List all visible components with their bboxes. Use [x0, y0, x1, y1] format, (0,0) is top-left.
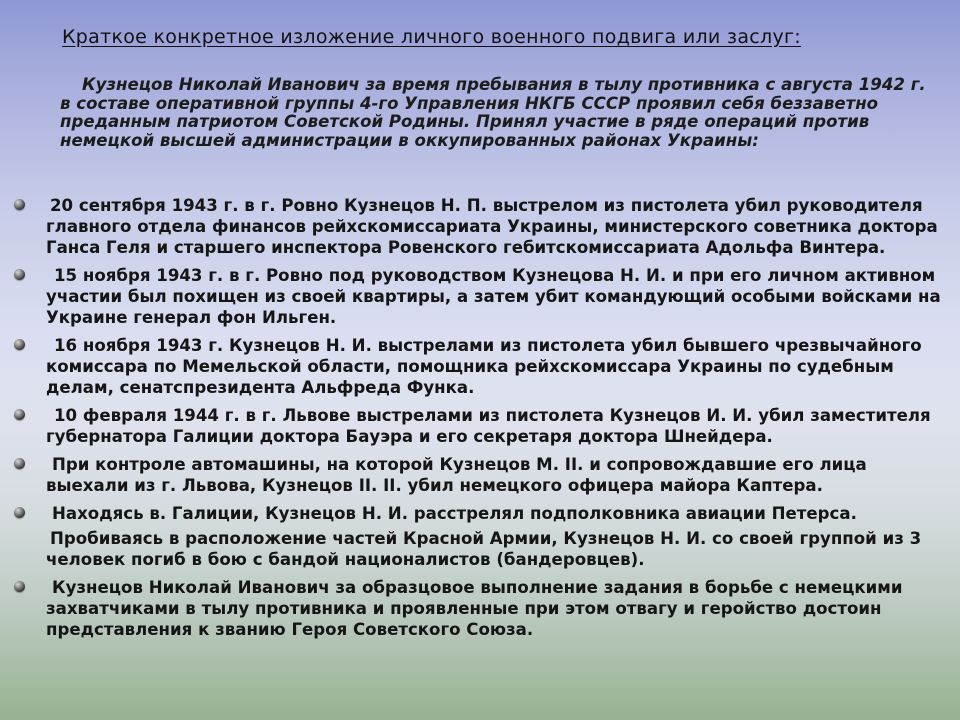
list-item	[14, 454, 944, 496]
list-item-text: 20 сентября 1943 г. в г. Ровно Кузнецов Н. П. выстрелом из пистолета убил руководителя главного отдела финансов рейхскомиссариата Украины, министерского советника доктора Ганса Геля и старшего инспектора Ровенского гебитскомиссариата Адольфа Винтера.	[46, 196, 938, 257]
list-item-text: При контроле автомашины, на которой Кузнецов М. II. и сопровождавшие его лица выехали из г. Львова, Кузнецов II. II. убил немецкого офицера майора Каптера.	[46, 455, 867, 495]
bullet-icon	[14, 507, 25, 518]
list-item	[14, 195, 944, 258]
list-item-text: Пробиваясь в расположение частей Красной Армии, Кузнецов Н. И. со своей группой из 3 человек погиб в бою с бандой националистов (бандеровцев).	[46, 529, 922, 569]
list-item	[14, 577, 944, 640]
bullet-icon	[14, 269, 25, 280]
list-item-text: Находясь в. Галиции, Кузнецов Н. И. расстрелял подполковника авиации Петерса.	[52, 504, 857, 523]
list-item-text: 16 ноября 1943 г. Кузнецов Н. И. выстрелами из пистолета убил бывшего чрезвычайного комиссара по Мемельской области, помощника рейхскомиссара Украины по судебным делам, сенатспрезидента Альфреда Функа.	[46, 336, 922, 397]
list-item-text: Кузнецов Николай Иванович за образцовое выполнение задания в борьбе с немецкими захватчиками в тылу противника и проявленные при этом отвагу и геройство достоин представления к званию Героя Советского Союза.	[46, 578, 903, 639]
slide-title: Краткое конкретное изложение личного военного подвига или заслуг:	[62, 26, 801, 48]
bullet-icon	[14, 339, 25, 350]
bullet-icon	[14, 199, 25, 210]
bullet-icon	[14, 581, 25, 592]
intro-paragraph	[60, 76, 930, 150]
intro-text: Кузнецов Николай Иванович за время пребывания в тылу противника с августа 1942 г. в составе оперативной группы 4-го Управления НКГБ СССР проявил себя беззаветно преданным патриотом Советской Родины. Принял участие в ряде операций против немецкой высшей администрации в оккупированных районах Украины:	[60, 75, 926, 150]
list-item-text: 15 ноября 1943 г. в г. Ровно под руководством Кузнецова Н. И. и при его личном активном участии был похищен из своей квартиры, а затем убит командующий особыми войсками на Украине генерал фон Ильген.	[46, 266, 941, 327]
bullet-icon	[14, 409, 25, 420]
list-item	[14, 265, 944, 328]
bullet-icon	[14, 458, 25, 469]
list-item	[14, 405, 944, 447]
bullet-list	[14, 195, 944, 640]
list-item	[14, 503, 944, 524]
list-item-text: 10 февраля 1944 г. в г. Львове выстрелами из пистолета Кузнецов И. И. убил заместителя губернатора Галиции доктора Бауэра и его секретаря доктора Шнейдера.	[46, 406, 931, 446]
list-item	[14, 335, 944, 398]
list-item	[14, 528, 944, 570]
